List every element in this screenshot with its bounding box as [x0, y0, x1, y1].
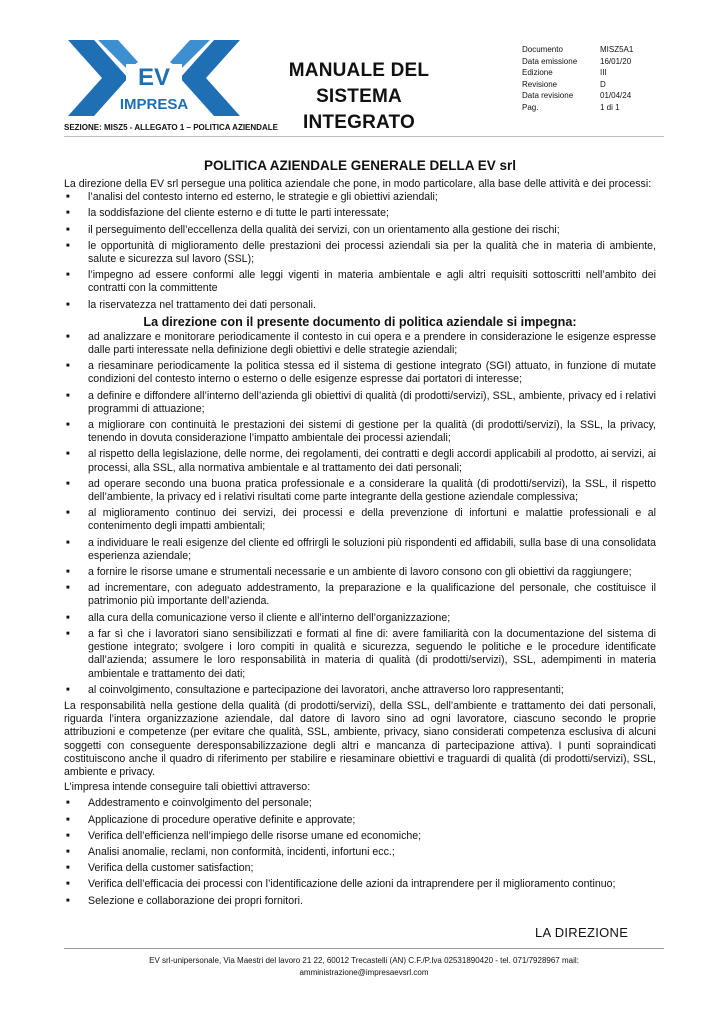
intro-paragraph: La direzione della EV srl persegue una politica aziendale che pone, in modo particolare, alla base delle attività e dei processi: — [64, 178, 652, 190]
manual-title-line2: INTEGRATO — [303, 112, 415, 133]
list-item: ■ Verifica dell’efficacia dei processi con l’identificazione delle azioni da intraprendere per il miglioramento continuo; — [64, 878, 656, 891]
meta-row — [522, 79, 660, 91]
list-item: ■ Selezione e collaborazione dei propri fornitori. — [64, 895, 656, 908]
meta-value: 1 di 1 — [600, 102, 620, 112]
commitment-heading: La direzione con il presente documento di politica aziendale si impegna: — [143, 314, 577, 329]
list-item: ■ a fornire le risorse umane e strumentali necessarie e un ambiente di lavoro consono con gli obiettivi da raggiungere; — [64, 566, 656, 579]
section-label: SEZIONE: MISZ5 - ALLEGATO 1 – POLITICA AZIENDALE — [64, 123, 278, 132]
list-item: ■ alla cura della comunicazione verso il cliente e all’interno dell’organizzazione; — [64, 612, 656, 625]
policy-title: POLITICA AZIENDALE GENERALE DELLA EV srl — [203, 158, 517, 173]
manual-title — [244, 58, 474, 136]
meta-label: Documento — [522, 45, 563, 54]
footer-address: EV srl-unipersonale, Via Maestri del lavoro 21 22, 60012 Trecastelli (AN) C.F./P.Iva 02531890420 - tel. 071/7928967 mail: — [149, 956, 579, 965]
footer-email: amministrazione@impresaevsrl.com — [299, 968, 429, 977]
list-item: ■ al miglioramento continuo dei servizi, dei processi e della prevenzione di infortuni e malattie professionali e al contenimento degli impatti ambientali; — [64, 507, 656, 533]
list-item: ■ l’analisi del contesto interno ed esterno, le strategie e gli obiettivi aziendali; — [64, 191, 656, 204]
list-item: ■ Analisi anomalie, reclami, non conformità, incidenti, infortuni ecc.; — [64, 846, 656, 859]
meta-value: 01/04/24 — [600, 91, 632, 100]
list-item: ■ al rispetto della legislazione, delle norme, dei regolamenti, dei contratti e degli accordi applicabili al prodotto, ai servizi, ai processi, alla SSL, alla normativa ambientale e al trattamento dei dati personali; — [64, 448, 656, 474]
list-item: ■ ad analizzare e monitorare periodicamente il contesto in cui opera e a prendere in considerazione le esigenze espresse dalle parti interessate nella definizione degli obiettivi e delle strategie aziendali; — [64, 331, 656, 357]
meta-row — [522, 102, 660, 114]
list-item: ■ a migliorare con continuità le prestazioni dei sistemi di gestione per la qualità (di prodotti/servizi), la SSL, la privacy, tenendo in dovuta considerazione l’impatto ambientale dei processi aziendali; — [64, 419, 656, 445]
list-item: ■ a definire e diffondere all’interno dell’azienda gli obiettivi di qualità (di prodotti/servizi), SSL, ambiente, privacy ed i relativi programmi di attuazione; — [64, 390, 656, 416]
footer-divider — [64, 948, 664, 949]
logo-subtext: IMPRESA — [119, 96, 189, 113]
list-item: ■ la soddisfazione del cliente esterno e di tutte le parti interessate; — [64, 207, 656, 220]
meta-label: Pag. — [522, 102, 539, 112]
list-item: ■ Verifica dell’efficienza nell’impiego delle risorse umane ed economiche; — [64, 830, 656, 843]
list-item: ■ a far sì che i lavoratori siano sensibilizzati e formati al fine di: avere familiarità con la documentazione del sistema di gestione integrato; svolgere i loro compiti in qualità e sicurezza, seguendo le politiche e le procedure identificate dall’azienda; assumere le loro responsabilità in materia di qualità (di prodotti/servizi), SSL, adempimenti in materia ambientale e trattamento dei dati; — [64, 628, 656, 681]
list-item: ■ Verifica della customer satisfaction; — [64, 862, 656, 875]
objectives-intro: L’impresa intende conseguire tali obiettivi attraverso: — [64, 781, 311, 794]
responsibility-paragraph: La responsabilità nella gestione della qualità (di prodotti/servizi), della SSL, dell’ambiente e trattamento dei dati personali, riguarda l’intera organizzazione aziendale, dal datore di lavoro sino ad ogni lavoratore, ciascuno secondo le proprie attribuzioni e competenze (per evitare che qualità, SSL, ambiente, privacy, siano considerati competenza esclusiva di alcuni soggetti con conseguente deresponsabilizzazione degli altri e mancanza di partecipazione attiva). I punti sopraindicati costituiscono anche il quadro di riferimento per stabilire e riesaminare obiettivi e traguardi di qualità (di prodotti/servizi), SSL, ambiente e privacy. — [64, 699, 656, 778]
meta-row — [522, 44, 660, 56]
header-divider — [64, 136, 664, 137]
list-item: ■ ad operare secondo una buona pratica professionale e a considerare la qualità (di prodotti/servizi), la SSL, il rispetto dell’ambiente, la privacy ed i relativi risultati come parte integrante della gestione aziendale complessiva; — [64, 478, 656, 504]
commitments-list — [64, 331, 656, 697]
meta-label: Edizione — [522, 68, 553, 77]
meta-value: III — [600, 68, 607, 77]
document-body — [64, 158, 656, 911]
manual-title-line1: MANUALE DEL SISTEMA — [288, 60, 430, 107]
meta-row — [522, 56, 660, 68]
list-item: ■ l’impegno ad essere conformi alle leggi vigenti in materia ambientale e agli altri requisiti sottoscritti nell’ambito dei contratti con la committente — [64, 269, 656, 295]
meta-label: Data revisione — [522, 91, 574, 100]
bases-list — [64, 191, 656, 312]
list-item: ■ a individuare le reali esigenze del cliente ed offrirgli le soluzioni più rispondenti ed affidabili, sulla base di una consolidata esperienza aziendale; — [64, 537, 656, 563]
meta-row — [522, 90, 660, 102]
objectives-list — [64, 797, 656, 907]
list-item: ■ il perseguimento dell’eccellenza della qualità dei servizi, con un orientamento alla gestione dei rischi; — [64, 224, 656, 237]
meta-label: Revisione — [522, 79, 558, 89]
list-item: ■ Applicazione di procedure operative definite e approvate; — [64, 814, 656, 827]
list-item: ■ ad incrementare, con adeguato addestramento, la preparazione e la qualificazione del personale, che costituisce il patrimonio più importante dell’azienda. — [64, 582, 656, 608]
document-meta-table — [522, 44, 660, 113]
list-item: ■ la riservatezza nel trattamento dei dati personali. — [64, 299, 656, 312]
logo-text: EV — [137, 64, 171, 91]
meta-value: 16/01/20 — [600, 56, 632, 66]
meta-label: Data emissione — [522, 56, 578, 66]
signature: LA DIREZIONE — [535, 925, 629, 940]
meta-row — [522, 67, 660, 79]
meta-value: D — [600, 79, 606, 89]
meta-value: MISZ5A1 — [600, 45, 634, 54]
list-item: ■ Addestramento e coinvolgimento del personale; — [64, 797, 656, 810]
list-item: ■ a riesaminare periodicamente la politica stessa ed il sistema di gestione integrato (SGI) attuato, in funzione di mutate condizioni del contesto interno o esterno o delle esigenze espresse dai portatori di interesse; — [64, 360, 656, 386]
ev-impresa-logo — [68, 38, 240, 116]
document-footer — [64, 955, 664, 979]
document-header — [64, 38, 664, 136]
list-item: ■ le opportunità di miglioramento delle prestazioni dei processi aziendali sia per la qualità che in materia di ambiente, salute e sicurezza sul lavoro (SSL); — [64, 240, 656, 266]
list-item: ■ al coinvolgimento, consultazione e partecipazione dei lavoratori, anche attraverso loro rappresentanti; — [64, 684, 656, 697]
